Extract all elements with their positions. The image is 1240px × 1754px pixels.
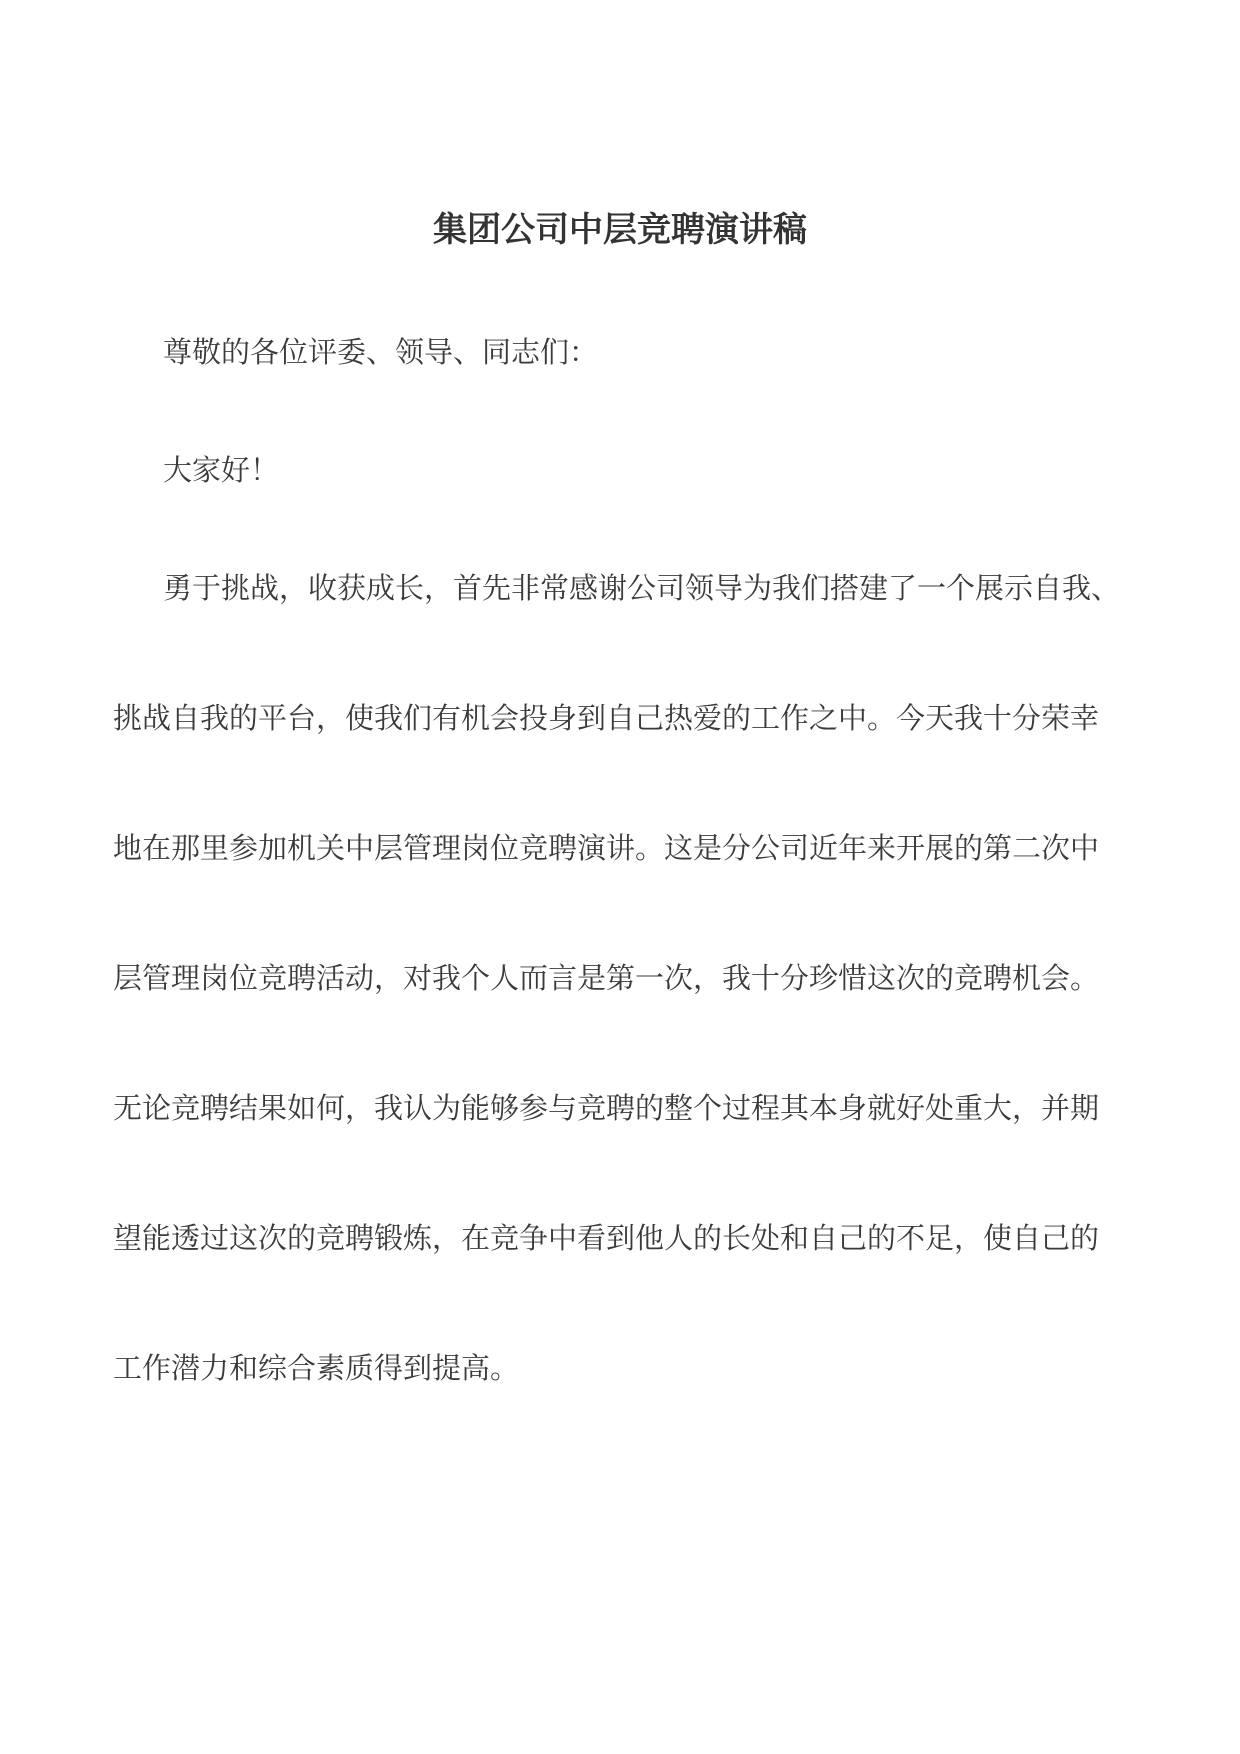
- body-line: 层管理岗位竞聘活动，对我个人而言是第一次，我十分珍惜这次的竞聘机会。: [113, 961, 1100, 995]
- body-line: 无论竞聘结果如何，我认为能够参与竞聘的整个过程其本身就好处重大，并期: [113, 1091, 1100, 1125]
- body-line: 工作潜力和综合素质得到提高。: [113, 1351, 520, 1385]
- body-line: 勇于挑战，收获成长，首先非常感谢公司领导为我们搭建了一个展示自我、: [163, 571, 1121, 605]
- body-line: 望能透过这次的竞聘锻炼，在竞争中看到他人的长处和自己的不足，使自己的: [113, 1221, 1100, 1255]
- body-paragraph: [113, 523, 1133, 1433]
- greeting: 大家好！: [163, 453, 280, 487]
- body-line: 地在那里参加机关中层管理岗位竞聘演讲。这是分公司近年来开展的第二次中: [113, 831, 1100, 865]
- salutation: 尊敬的各位评委、领导、同志们：: [163, 335, 599, 369]
- body-line: 挑战自我的平台，使我们有机会投身到自己热爱的工作之中。今天我十分荣幸: [113, 701, 1100, 735]
- page-title: 集团公司中层竞聘演讲稿: [433, 210, 807, 250]
